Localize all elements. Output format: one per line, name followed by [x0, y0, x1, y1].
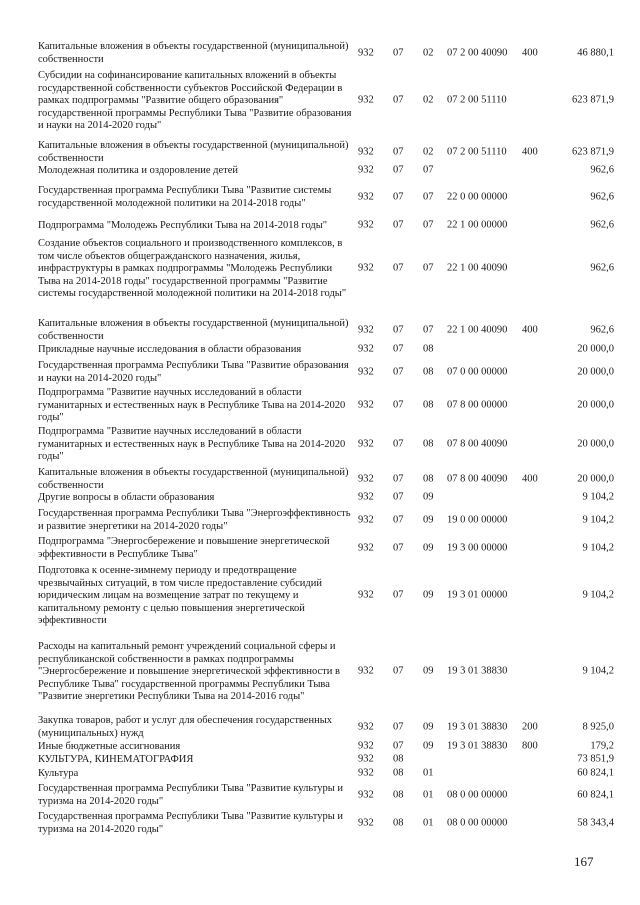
- amount: 962,6: [590, 191, 614, 203]
- row-name: Подготовка к осенне-зимнему периоду и предотвращение чрезвычайных ситуаций, в том числе предоставление субсидий юридическим лицам на возмещение затрат по текущему и капитальному ремонту с целью повышения энергетической эффективности: [38, 565, 322, 627]
- target-article-code: 07 0 00 00000: [447, 366, 508, 378]
- subsection-code: 09: [423, 492, 434, 503]
- amount: 58 343,4: [577, 817, 614, 829]
- subsection-code: 09: [423, 721, 434, 733]
- table-row: [0, 165, 640, 178]
- target-article-code: 19 3 01 38830: [447, 721, 508, 733]
- amount: 73 851,9: [577, 754, 614, 765]
- subsection-code: 09: [423, 741, 434, 752]
- table-row: [0, 741, 640, 754]
- section-code: 07: [393, 721, 404, 733]
- ministry-code: 932: [358, 220, 374, 231]
- table-row: [0, 641, 640, 704]
- amount: 20 000,0: [577, 399, 614, 411]
- target-article-code: 22 1 00 00000: [447, 220, 508, 231]
- ministry-code: 932: [358, 721, 374, 733]
- table-row: [0, 536, 640, 561]
- ministry-code: 932: [358, 817, 374, 829]
- row-name: Государственная программа Республики Тыва "Развитие культуры и туризма на 2014-2020 годы": [38, 811, 343, 835]
- target-article-code: 07 8 00 40090: [447, 438, 508, 450]
- target-article-code: 07 8 00 00000: [447, 399, 508, 411]
- subsection-code: 02: [423, 95, 434, 107]
- section-code: 07: [393, 542, 404, 554]
- subsection-code: 09: [423, 590, 434, 602]
- amount: 9 104,2: [582, 514, 614, 526]
- row-name: Прикладные научные исследования в области образования: [38, 344, 302, 355]
- subsection-code: 07: [423, 324, 434, 336]
- subsection-code: 01: [423, 768, 434, 779]
- subsection-code: 08: [423, 344, 434, 355]
- target-article-code: 19 3 01 00000: [447, 590, 508, 602]
- ministry-code: 932: [358, 666, 374, 678]
- subsection-code: 02: [423, 146, 434, 158]
- section-code: 07: [393, 666, 404, 678]
- table-row: [0, 41, 640, 66]
- amount: 962,6: [590, 263, 614, 275]
- ministry-code: 932: [358, 366, 374, 378]
- table-row: [0, 783, 640, 808]
- section-code: 08: [393, 768, 404, 779]
- target-article-code: 19 3 00 00000: [447, 542, 508, 554]
- table-row: [0, 508, 640, 533]
- row-name: Государственная программа Республики Тыва "Развитие культуры и туризма на 2014-2020 годы": [38, 783, 343, 807]
- ministry-code: 932: [358, 165, 374, 176]
- table-row: [0, 467, 640, 492]
- subsection-code: 01: [423, 789, 434, 801]
- expense-type-code: 400: [522, 47, 538, 59]
- row-name: Государственная программа Республики Тыва "Развитие системы государственной молодежной политики на 2014-2018 годы": [38, 185, 332, 209]
- section-code: 07: [393, 473, 404, 485]
- row-name: Создание объектов социального и производственного комплексов, в том числе объектов общегражданского назначения, жилья, инфраструктуры в рамках подпрограммы "Молодежь Республики Тыва на 2014-2018 годы" государственной программы "Развитие системы государственной молодежной политики на 2014-2018 годы": [38, 238, 347, 300]
- row-name: Культура: [38, 768, 79, 779]
- section-code: 07: [393, 220, 404, 231]
- ministry-code: 932: [358, 95, 374, 107]
- table-row: [0, 387, 640, 425]
- ministry-code: 932: [358, 344, 374, 355]
- target-article-code: 19 3 01 38830: [447, 666, 508, 678]
- target-article-code: 08 0 00 00000: [447, 789, 508, 801]
- table-row: [0, 565, 640, 628]
- table-row: [0, 344, 640, 357]
- amount: 9 104,2: [582, 590, 614, 602]
- subsection-code: 09: [423, 514, 434, 526]
- row-name: Молодежная политика и оздоровление детей: [38, 165, 239, 176]
- section-code: 07: [393, 324, 404, 336]
- target-article-code: 22 1 00 40090: [447, 263, 508, 275]
- subsection-code: 08: [423, 399, 434, 411]
- table-row: [0, 140, 640, 165]
- row-name: Капитальные вложения в объекты государственной (муниципальной) собственности: [38, 318, 349, 342]
- subsection-code: 08: [423, 366, 434, 378]
- row-name: Капитальные вложения в объекты государственной (муниципальной) собственности: [38, 41, 349, 65]
- section-code: 07: [393, 741, 404, 752]
- table-row: [0, 318, 640, 343]
- ministry-code: 932: [358, 492, 374, 503]
- row-name: Расходы на капитальный ремонт учреждений социальной сферы и республиканской собственности в рамках подпрограммы "Энергосбережение и повышение энергетической эффективности в Республике Тыва" государственной программы Республики Тыва "Развитие энергетики Республики Тыва на 2014-2016 годы": [38, 641, 340, 703]
- target-article-code: 07 8 00 40090: [447, 473, 508, 485]
- target-article-code: 08 0 00 00000: [447, 817, 508, 829]
- table-row: [0, 492, 640, 505]
- target-article-code: 22 0 00 00000: [447, 191, 508, 203]
- table-row: [0, 360, 640, 385]
- table-row: [0, 70, 640, 133]
- subsection-code: 01: [423, 817, 434, 829]
- ministry-code: 932: [358, 514, 374, 526]
- amount: 20 000,0: [577, 438, 614, 450]
- expense-type-code: 400: [522, 146, 538, 158]
- amount: 20 000,0: [577, 473, 614, 485]
- expense-type-code: 400: [522, 473, 538, 485]
- ministry-code: 932: [358, 438, 374, 450]
- subsection-code: 09: [423, 542, 434, 554]
- page-number: 167: [574, 854, 594, 869]
- ministry-code: 932: [358, 324, 374, 336]
- ministry-code: 932: [358, 473, 374, 485]
- target-article-code: 07 2 00 51110: [447, 146, 507, 158]
- row-name: КУЛЬТУРА, КИНЕМАТОГРАФИЯ: [38, 754, 194, 765]
- row-name: Субсидии на софинансирование капитальных вложений в объекты государственной собственности субъектов Российской Федерации в рамках подпрограммы "Развитие общего образования" государственной программы Республики Тыва "Развитие образования и науки на 2014-2020 годы": [38, 70, 352, 132]
- table-row: [0, 426, 640, 464]
- ministry-code: 932: [358, 191, 374, 203]
- row-name: Закупка товаров, работ и услуг для обеспечения государственных (муниципальных) нужд: [38, 715, 333, 739]
- amount: 9 104,2: [582, 492, 614, 503]
- row-name: Другие вопросы в области образования: [38, 492, 215, 503]
- ministry-code: 932: [358, 146, 374, 158]
- subsection-code: 07: [423, 165, 434, 176]
- ministry-code: 932: [358, 542, 374, 554]
- table-row: [0, 238, 640, 301]
- amount: 46 880,1: [577, 47, 614, 59]
- ministry-code: 932: [358, 741, 374, 752]
- row-name: Капитальные вложения в объекты государственной (муниципальной) собственности: [38, 140, 349, 164]
- subsection-code: 02: [423, 47, 434, 59]
- ministry-code: 932: [358, 263, 374, 275]
- section-code: 07: [393, 146, 404, 158]
- section-code: 08: [393, 817, 404, 829]
- row-name: Подпрограмма "Развитие научных исследований в области гуманитарных и естественных наук в Республике Тыва на 2014-2020 годы": [38, 387, 346, 424]
- section-code: 07: [393, 366, 404, 378]
- section-code: 08: [393, 754, 404, 765]
- table-row: [0, 185, 640, 210]
- section-code: 07: [393, 263, 404, 275]
- section-code: 07: [393, 165, 404, 176]
- expense-type-code: 800: [522, 741, 538, 752]
- amount: 962,6: [590, 324, 614, 336]
- target-article-code: 07 2 00 51110: [447, 95, 507, 107]
- ministry-code: 932: [358, 590, 374, 602]
- row-name: Иные бюджетные ассигнования: [38, 741, 181, 752]
- row-name: Подпрограмма "Энергосбережение и повышение энергетической эффективности в Республике Тыва": [38, 536, 330, 560]
- amount: 9 104,2: [582, 666, 614, 678]
- target-article-code: 07 2 00 40090: [447, 47, 508, 59]
- amount: 9 104,2: [582, 542, 614, 554]
- table-row: [0, 811, 640, 836]
- amount: 179,2: [590, 741, 614, 752]
- subsection-code: 07: [423, 263, 434, 275]
- ministry-code: 932: [358, 399, 374, 411]
- table-row: [0, 754, 640, 767]
- section-code: 07: [393, 514, 404, 526]
- amount: 20 000,0: [577, 344, 614, 355]
- expense-type-code: 400: [522, 324, 538, 336]
- amount: 623 871,9: [572, 95, 614, 107]
- row-name: Подпрограмма "Развитие научных исследований в области гуманитарных и естественных наук в Республике Тыва на 2014-2020 годы": [38, 426, 346, 463]
- table-row: [0, 768, 640, 781]
- amount: 20 000,0: [577, 366, 614, 378]
- section-code: 07: [393, 344, 404, 355]
- section-code: 07: [393, 95, 404, 107]
- row-name: Подпрограмма "Молодежь Республики Тыва на 2014-2018 годы": [38, 220, 328, 231]
- section-code: 07: [393, 399, 404, 411]
- section-code: 07: [393, 191, 404, 203]
- subsection-code: 07: [423, 220, 434, 231]
- amount: 8 925,0: [582, 721, 614, 733]
- row-name: Государственная программа Республики Тыва "Развитие образования и науки на 2014-2020 годы": [38, 360, 349, 384]
- target-article-code: 19 0 00 00000: [447, 514, 508, 526]
- ministry-code: 932: [358, 789, 374, 801]
- ministry-code: 932: [358, 768, 374, 779]
- subsection-code: 07: [423, 191, 434, 203]
- subsection-code: 08: [423, 438, 434, 450]
- ministry-code: 932: [358, 754, 374, 765]
- section-code: 07: [393, 438, 404, 450]
- amount: 962,6: [590, 165, 614, 176]
- amount: 962,6: [590, 220, 614, 231]
- table-row: [0, 220, 640, 233]
- section-code: 07: [393, 47, 404, 59]
- expense-type-code: 200: [522, 721, 538, 733]
- amount: 60 824,1: [577, 768, 614, 779]
- amount: 60 824,1: [577, 789, 614, 801]
- table-row: [0, 715, 640, 740]
- subsection-code: 09: [423, 666, 434, 678]
- ministry-code: 932: [358, 47, 374, 59]
- amount: 623 871,9: [572, 146, 614, 158]
- section-code: 07: [393, 590, 404, 602]
- target-article-code: 19 3 01 38830: [447, 741, 508, 752]
- section-code: 07: [393, 492, 404, 503]
- row-name: Капитальные вложения в объекты государственной (муниципальной) собственности: [38, 467, 349, 491]
- subsection-code: 08: [423, 473, 434, 485]
- target-article-code: 22 1 00 40090: [447, 324, 508, 336]
- section-code: 08: [393, 789, 404, 801]
- row-name: Государственная программа Республики Тыва "Энергоэффективность и развитие энергетики на 2014-2020 годы": [38, 508, 351, 532]
